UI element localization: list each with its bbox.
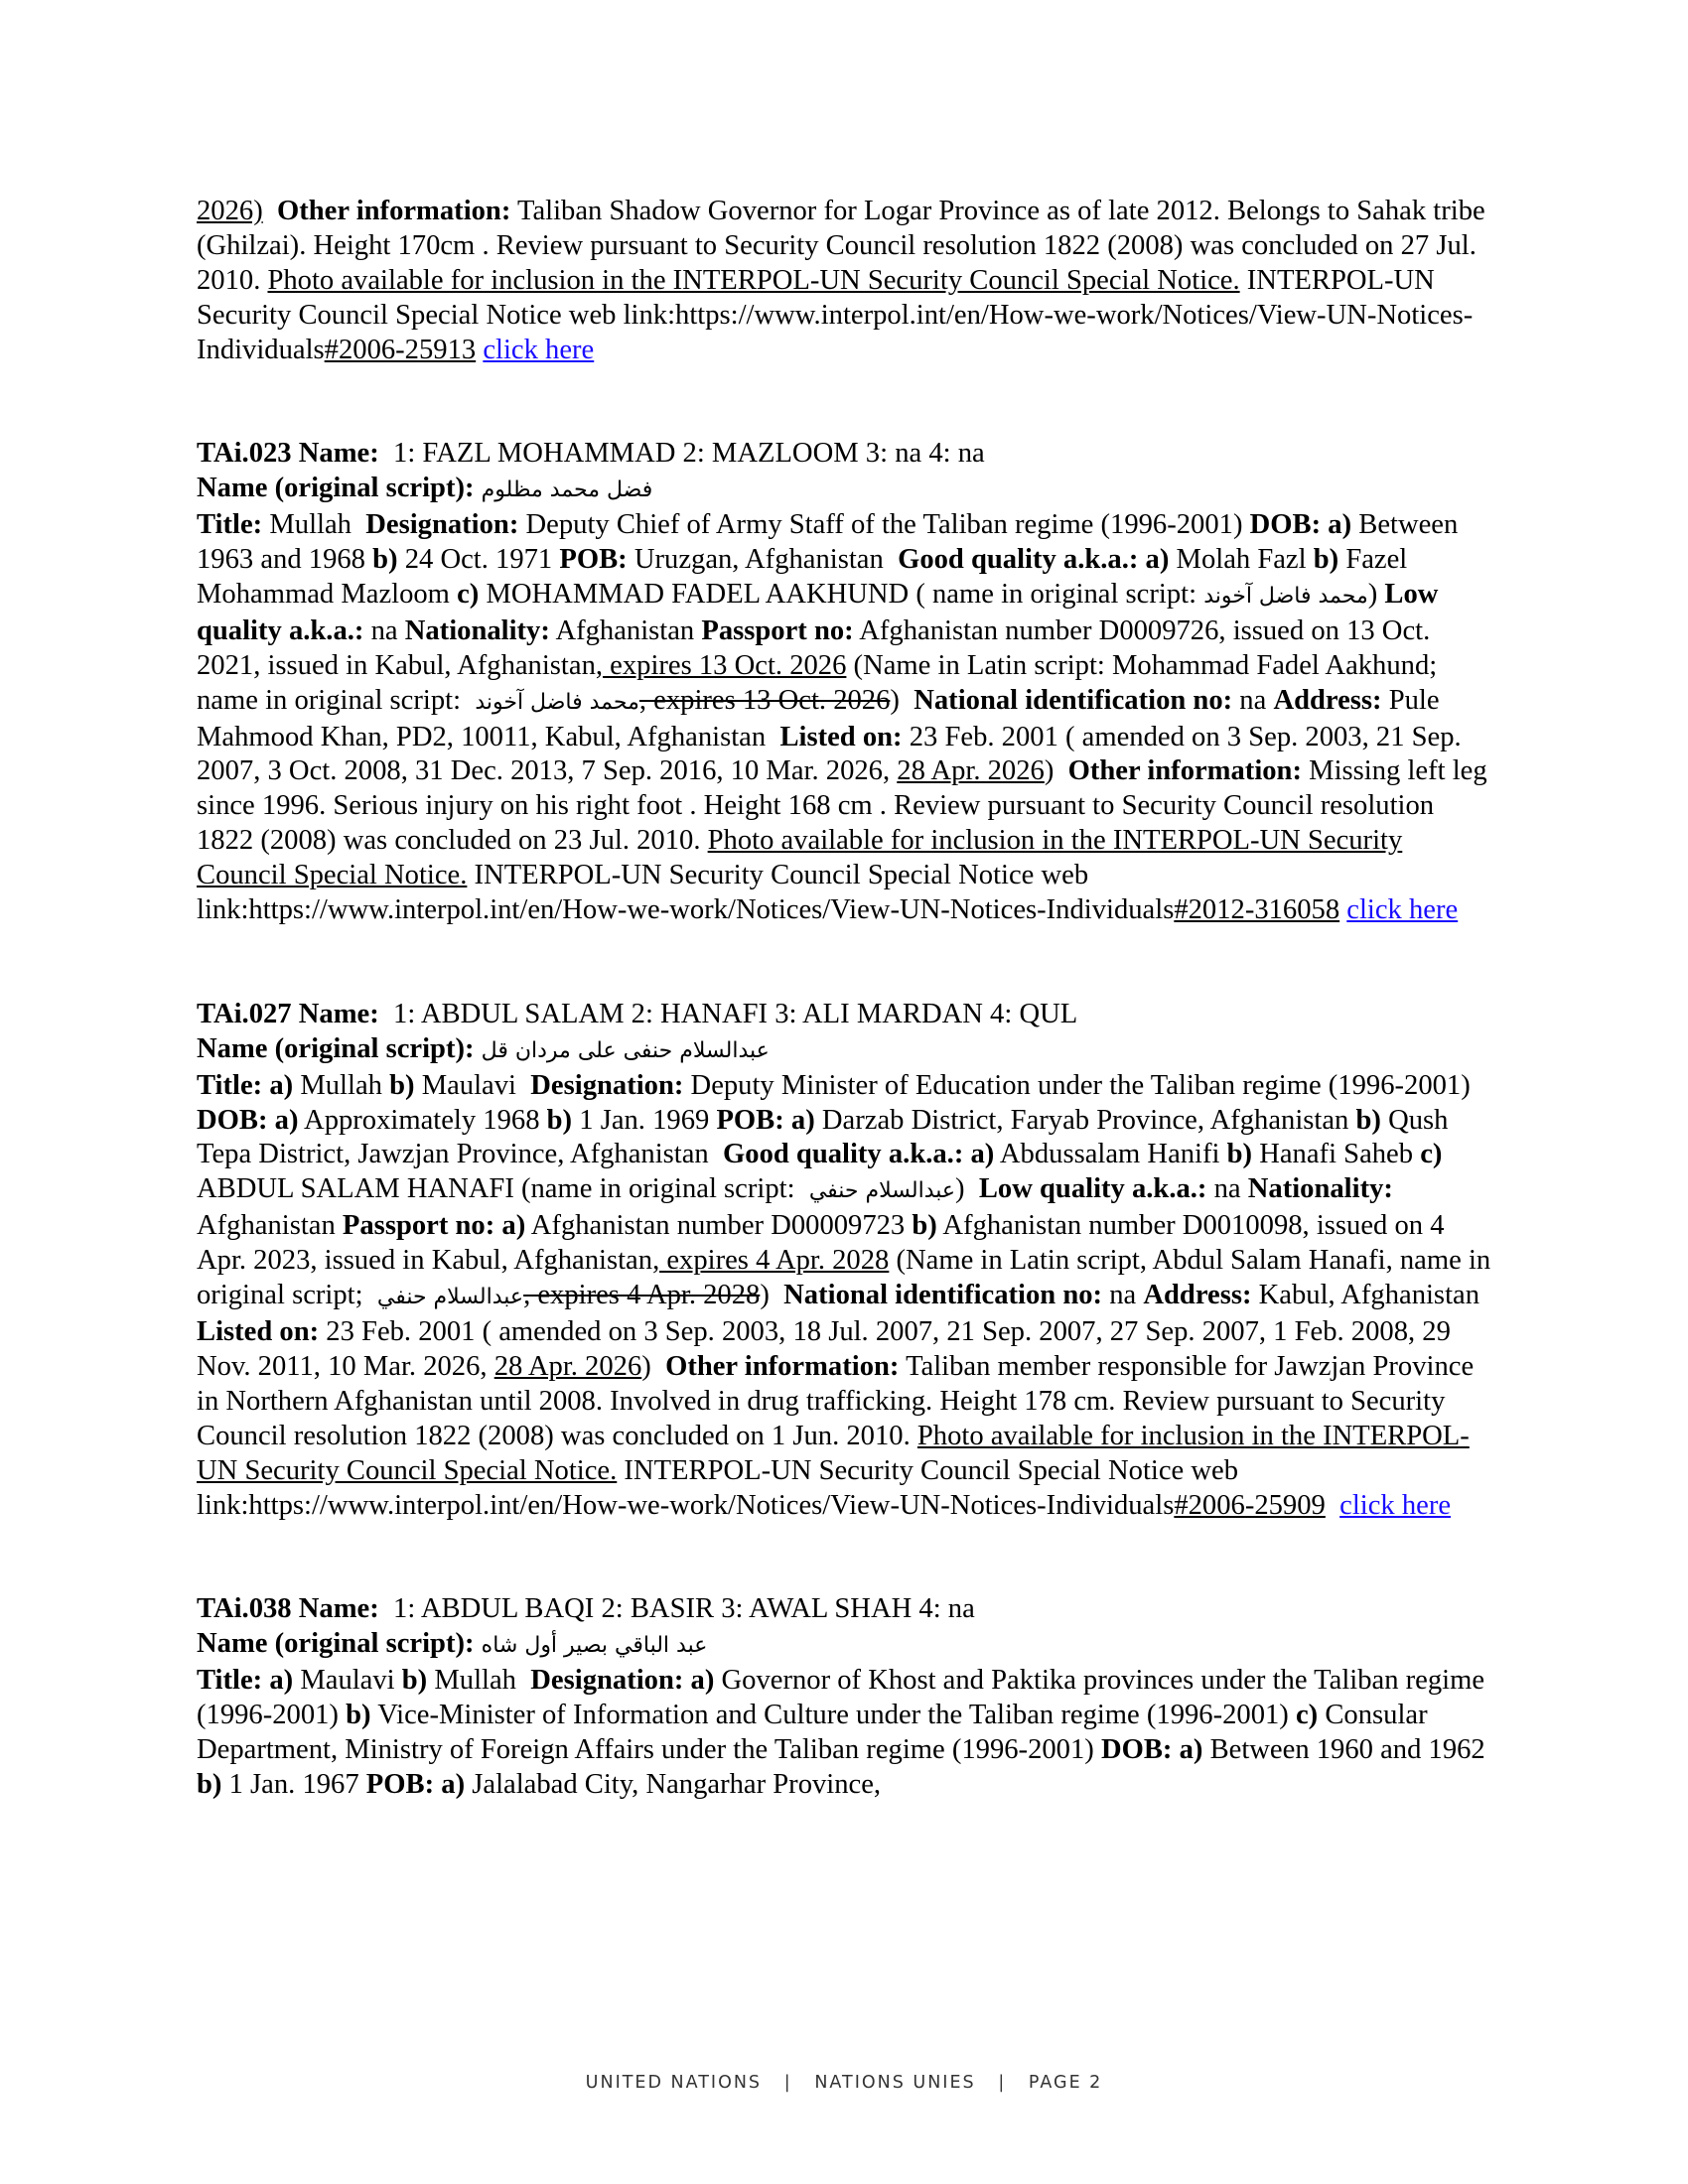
interpol-anchor: #2006-25913 — [324, 334, 477, 365]
amended-date-inserted: 28 Apr. 2026 — [493, 1350, 642, 1382]
punctuation: ) — [1044, 755, 1055, 787]
other-information-text: Taliban member responsible for Jawzjan Province in Northern Afghanistan until 2008. Involved in drug trafficking. Height 178 cm. Review pursuant to Security Council resolution 1822 (2008) was concluded on 1 Jun. 2010. — [197, 1350, 1475, 1451]
field-label-address: Address: — [1143, 1280, 1252, 1311]
passport-inserted-text: , expires 13 Oct. 2026 — [595, 649, 847, 681]
aka-value: Hanafi Saheb — [1259, 1139, 1414, 1170]
designation-value: Governor of Khost and Paktika provinces under the Taliban regime (1996-2001) — [197, 1665, 1485, 1730]
aka-value: MOHAMMAD FADEL AAKHUND ( name in original script: — [486, 578, 1197, 610]
field-label-other-information: Other information: — [1067, 755, 1302, 787]
field-label-title: Title: — [197, 1069, 263, 1101]
passport-deleted-text: , expires 13 Oct. 2026 — [638, 684, 891, 716]
passport-value: Afghanistan number D00009723 — [530, 1210, 906, 1242]
original-script-name: عبدالسلام حنفی علی مردان قل — [481, 1037, 770, 1063]
pob-value: Jalalabad City, Nangarhar Province, — [472, 1768, 882, 1800]
photo-notice: Photo available for inclusion in the INTERPOL-UN Security Council Special Notice. — [197, 825, 1403, 891]
photo-notice: Photo available for inclusion in the INTERPOL-UN Security Council Special Notice. — [197, 1420, 1470, 1486]
field-label-pob: POB: — [716, 1104, 784, 1136]
field-label-pob: POB: — [559, 544, 628, 576]
designation-value: Deputy Minister of Education under the Taliban regime (1996-2001) — [690, 1069, 1471, 1101]
pob-value: Qush Tepa District, Jawzjan Province, Afghanistan — [197, 1104, 1449, 1170]
entry-continuation — [197, 195, 1497, 368]
field-label-other-information: Other information: — [665, 1350, 900, 1382]
address-value: Pule Mahmood Khan, PD2, 10011, Kabul, Afghanistan — [197, 684, 1440, 752]
interpol-web-link-text: INTERPOL-UN Security Council Special Notice web link:https://www.interpol.int/en/How-we-work/Notices/View-UN-Notices-Individuals — [197, 264, 1474, 365]
other-information-text: Taliban Shadow Governor for Logar Province as of late 2012. Belongs to Sahak tribe (Ghilzai). Height 170cm . Review pursuant to Security Council resolution 1822 (2008) was concluded on 27 Jul. 2010. — [197, 196, 1485, 296]
designation-value: Consular Department, Ministry of Foreign Affairs under the Taliban regime (1996-2001) — [197, 1699, 1428, 1765]
item-marker: a) — [1145, 544, 1170, 576]
address-value: Kabul, Afghanistan — [1258, 1280, 1479, 1311]
field-label-dob: DOB: — [197, 1104, 268, 1136]
field-label-low-quality-aka: Low quality a.k.a.: — [978, 1173, 1207, 1205]
dob-value: 1 Jan. 1967 — [228, 1768, 359, 1800]
field-label-name: Name: — [298, 998, 379, 1029]
title-value: Mullah — [269, 509, 352, 541]
sanction-entry-tai038 — [197, 1592, 1497, 1802]
click-here-link[interactable]: click here — [1346, 894, 1459, 926]
item-marker: a) — [1328, 509, 1352, 541]
item-marker: a) — [269, 1665, 294, 1697]
pob-value: Darzab District, Faryab Province, Afghanistan — [821, 1104, 1349, 1136]
field-label-passport: Passport no: — [701, 614, 854, 646]
interpol-web-link-text: INTERPOL-UN Security Council Special Notice web link:https://www.interpol.int/en/How-we-work/Notices/View-UN-Notices-Individuals — [197, 1454, 1239, 1521]
item-marker: a) — [274, 1104, 299, 1136]
pob-value: Uruzgan, Afghanistan — [633, 544, 884, 576]
national-id-value: na — [1239, 684, 1267, 716]
amended-date-inserted: 28 Apr. 2026 — [897, 755, 1045, 787]
passport-inserted-text: , expires 4 Apr. 2028 — [652, 1245, 890, 1277]
punctuation: ) — [890, 684, 900, 716]
passport-name-note: (Name in Latin script, Abdul Salam Hanafi, name in original script; — [197, 1245, 1491, 1311]
dob-value: 1 Jan. 1969 — [579, 1104, 710, 1136]
field-label-address: Address: — [1273, 684, 1382, 716]
item-marker: a) — [441, 1768, 466, 1800]
national-id-value: na — [1109, 1280, 1137, 1311]
field-label-good-quality-aka: Good quality a.k.a.: — [898, 544, 1139, 576]
item-marker: a) — [1179, 1733, 1203, 1765]
item-marker: a) — [269, 1069, 294, 1101]
item-marker: b) — [912, 1210, 937, 1242]
item-marker: c) — [1420, 1139, 1443, 1170]
aka-value: Fazel Mohammad Mazloom — [197, 544, 1408, 610]
aka-original-script: عبدالسلام حنفي — [808, 1178, 956, 1204]
original-script-name: فضل محمد مظلوم — [481, 478, 653, 503]
dob-value: 24 Oct. 1971 — [404, 544, 553, 576]
other-information-text: Missing left leg since 1996. Serious injury on his right foot . Height 168 cm . Review pursuant to Security Council resolution 1822 (2008) was concluded on 23 Jul. 2010. — [197, 755, 1487, 857]
field-label-listed-on: Listed on: — [779, 721, 903, 752]
item-marker: c) — [1295, 1699, 1319, 1730]
nationality-value: Afghanistan — [555, 614, 695, 646]
field-label-low-quality-aka: Low quality a.k.a.: — [197, 578, 1439, 646]
nationality-value: Afghanistan — [197, 1210, 336, 1242]
entry-id: TAi.027 — [197, 998, 292, 1029]
item-marker: c) — [457, 578, 480, 610]
item-marker: b) — [389, 1069, 415, 1101]
field-label-national-id: National identification no: — [783, 1280, 1103, 1311]
field-label-national-id: National identification no: — [914, 684, 1233, 716]
low-quality-aka-value: na — [1213, 1173, 1241, 1205]
item-marker: b) — [1226, 1139, 1253, 1170]
aka-value: Abdussalam Hanifi — [999, 1139, 1220, 1170]
field-label-nationality: Nationality: — [1247, 1173, 1393, 1205]
click-here-link[interactable]: click here — [1339, 1489, 1452, 1521]
entry-name: 1: ABDUL SALAM 2: HANAFI 3: ALI MARDAN 4: QUL — [393, 998, 1078, 1029]
dob-value: Approximately 1968 — [304, 1104, 540, 1136]
title-value: Maulavi — [421, 1069, 516, 1101]
punctuation: ) — [760, 1280, 770, 1311]
field-label-nationality: Nationality: — [404, 614, 550, 646]
entry-name: 1: FAZL MOHAMMAD 2: MAZLOOM 3: na 4: na — [393, 438, 985, 470]
field-label-original-script: Name (original script): — [197, 1628, 475, 1660]
field-label-designation: Designation: — [530, 1665, 684, 1697]
photo-notice: Photo available for inclusion in the INTERPOL-UN Security Council Special Notice. — [267, 264, 1240, 296]
field-label-pob: POB: — [365, 1768, 435, 1800]
click-here-link[interactable]: click here — [483, 334, 595, 365]
amended-date-inserted: 2026) — [197, 196, 263, 226]
field-label-name: Name: — [298, 438, 379, 470]
interpol-anchor: #2012-316058 — [1174, 894, 1340, 926]
field-label-designation: Designation: — [365, 509, 519, 541]
item-marker: b) — [546, 1104, 573, 1136]
passport-name-note: (Name in Latin script: Mohammad Fadel Aakhund; name in original script: — [197, 649, 1438, 716]
item-marker: a) — [501, 1210, 526, 1242]
field-label-dob: DOB: — [1100, 1733, 1173, 1765]
item-marker: b) — [401, 1665, 428, 1697]
entry-id: TAi.038 — [197, 1593, 292, 1625]
page-footer: UNITED NATIONS | NATIONS UNIES | PAGE 2 — [585, 2073, 1103, 2093]
field-label-original-script: Name (original script): — [197, 1032, 475, 1064]
interpol-web-link-text: INTERPOL-UN Security Council Special Notice web link:https://www.interpol.int/en/How-we-work/Notices/View-UN-Notices-Individuals — [197, 860, 1175, 926]
field-label-passport: Passport no: — [342, 1210, 495, 1242]
document-body — [197, 195, 1497, 1803]
punctuation: ) — [641, 1350, 651, 1382]
listed-on-value: 23 Feb. 2001 ( amended on 3 Sep. 2003, 21 Sep. 2007, 3 Oct. 2008, 31 Dec. 2013, 7 Sep. 2016, 10 Mar. 2026, — [197, 721, 1462, 787]
sanction-entry-tai027: TAi.027 Name: 1: ABDUL SALAM 2: HANAFI 3: ALI MARDAN 4: QUL Name (original script): عبدالسلام حنفی علی مردان قل Title: a) Mullah b) Maulavi Designation: Deputy Minister of Education under the Taliban regime (1996-2001) DOB: a) Approximately 1968 b) 1 Jan. 1969 POB: a) Darzab District, Faryab Province, Afghanistan b) Qush Tepa District, Jawzjan Province, Afghanistan Good quality a.k.a.: a) Abdussalam Hanifi b) Hanafi Saheb c) ABDUL SALAM HANAFI (name in original script: عبدالسلام حنفي) Low quality a.k.a.: na Nationality: Afghanistan Passport no: a) Afghanistan number D00009723 b) Afghanistan number D0010098, issued on 4 Apr. 2023, issued in Kabul, Afghanistan, expires 4 Apr. 2028 (Name in Latin script, Abdul Salam Hanafi, name in original script; عبدالسلام حنفي, expires 4 Apr. 2028) National identification no: na Address: Kabul, Afghanistan Listed on: 23 Feb. 2001 ( amended on 3 Sep. 2003, 18 Jul. 2007, 21 Sep. 2007, 27 Sep. 2007, 1 Feb. 2008, 29 Nov. 2011, 10 Mar. 2026, 28 Apr. 2026) Other information: Taliban member responsible for Jawzjan Province in Northern Afghanistan until 2008. Involved in drug trafficking. Height 178 cm. Review pursuant to Security Council resolution 1822 (2008) was concluded on 1 Jun. 2010. Photo available for inclusion in the INTERPOL-UN Security Council Special Notice. INTERPOL-UN Security Council Special Notice web link:https://www.interpol.int/en/How-we-work/Notices/View-UN-Notices-Individuals#2006-25909 click here — [197, 998, 1491, 1521]
item-marker: a) — [690, 1665, 715, 1697]
interpol-anchor: #2006-25909 — [1174, 1489, 1326, 1521]
entry-id: TAi.023 — [197, 438, 292, 470]
passport-original-script: محمد فاضل آخوند — [475, 689, 639, 715]
title-value: Mullah — [300, 1069, 382, 1101]
title-value: Mullah — [434, 1665, 516, 1697]
passport-deleted-text: , expires 4 Apr. 2028 — [523, 1280, 761, 1311]
designation-value: Deputy Chief of Army Staff of the Taliban regime (1996-2001) — [525, 509, 1243, 541]
passport-value: Afghanistan number D0010098, issued on 4 Apr. 2023, issued in Kabul, Afghanistan — [197, 1210, 1445, 1277]
sanction-entry-tai023: TAi.023 Name: 1: FAZL MOHAMMAD 2: MAZLOOM 3: na 4: na Name (original script): فضل محمد مظلوم Title: Mullah Designation: Deputy Chief of Army Staff of the Taliban regime (1996-2001) DOB: a) Between 1963 and 1968 b) 24 Oct. 1971 POB: Uruzgan, Afghanistan Good quality a.k.a.: a) Molah Fazl b) Fazel Mohammad Mazloom c) MOHAMMAD FADEL AAKHUND ( name in original script: محمد فاضل آخوند) Low quality a.k.a.: na Nationality: Afghanistan Passport no: Afghanistan number D0009726, issued on 13 Oct. 2021, issued in Kabul, Afghanistan, expires 13 Oct. 2026 (Name in Latin script: Mohammad Fadel Aakhund; name in original script: محمد فاضل آخوند, expires 13 Oct. 2026) National identification no: na Address: Pule Mahmood Khan, PD2, 10011, Kabul, Afghanistan Listed on: 23 Feb. 2001 ( amended on 3 Sep. 2003, 21 Sep. 2007, 3 Oct. 2008, 31 Dec. 2013, 7 Sep. 2016, 10 Mar. 2026, 28 Apr. 2026) Other information: Missing left leg since 1996. Serious injury on his right foot . Height 168 cm . Review pursuant to Security Council resolution 1822 (2008) was concluded on 23 Jul. 2010. Photo available for inclusion in the INTERPOL-UN Security Council Special Notice. INTERPOL-UN Security Council Special Notice web link:https://www.interpol.int/en/How-we-work/Notices/View-UN-Notices-Individuals#2012-316058 click here — [197, 438, 1487, 926]
dob-value: Between 1960 and 1962 — [1209, 1733, 1485, 1765]
field-label-good-quality-aka: Good quality a.k.a.: — [723, 1139, 964, 1170]
item-marker: b) — [1313, 544, 1339, 576]
designation-value: Vice-Minister of Information and Culture under the Taliban regime (1996-2001) — [377, 1699, 1289, 1730]
field-label-dob: DOB: — [1249, 509, 1322, 541]
dob-value: Between 1963 and 1968 — [197, 509, 1459, 576]
passport-value: Afghanistan number D0009726, issued on 13 Oct. 2021, issued in Kabul, Afghanistan — [197, 614, 1431, 681]
aka-value: ABDUL SALAM HANAFI (name in original script: — [197, 1173, 795, 1205]
passport-original-script: عبدالسلام حنفي — [376, 1285, 524, 1310]
aka-original-script: محمد فاضل آخوند — [1203, 583, 1368, 609]
item-marker: b) — [197, 1768, 222, 1800]
field-label-other-information: Other information: — [277, 196, 511, 226]
entry-name: 1: ABDUL BAQI 2: BASIR 3: AWAL SHAH 4: na — [393, 1593, 975, 1625]
original-script-name: عبد الباقي بصير أول شاه — [481, 1633, 708, 1659]
item-marker: a) — [790, 1104, 815, 1136]
aka-value: Molah Fazl — [1176, 544, 1307, 576]
field-label-title: Title: — [197, 1665, 263, 1697]
field-label-listed-on: Listed on: — [197, 1315, 320, 1347]
item-marker: b) — [372, 544, 398, 576]
item-marker: a) — [970, 1139, 995, 1170]
item-marker: b) — [346, 1699, 371, 1730]
field-label-title: Title: — [197, 509, 263, 541]
field-label-designation: Designation: — [530, 1069, 684, 1101]
title-value: Maulavi — [300, 1665, 395, 1697]
field-label-name: Name: — [298, 1593, 379, 1625]
low-quality-aka-value: na — [370, 614, 398, 646]
listed-on-value: 23 Feb. 2001 ( amended on 3 Sep. 2003, 18 Jul. 2007, 21 Sep. 2007, 27 Sep. 2007, 1 Feb. 2008, 29 Nov. 2011, 10 Mar. 2026, — [197, 1315, 1451, 1382]
field-label-original-script: Name (original script): — [197, 473, 475, 504]
item-marker: b) — [1355, 1104, 1381, 1136]
